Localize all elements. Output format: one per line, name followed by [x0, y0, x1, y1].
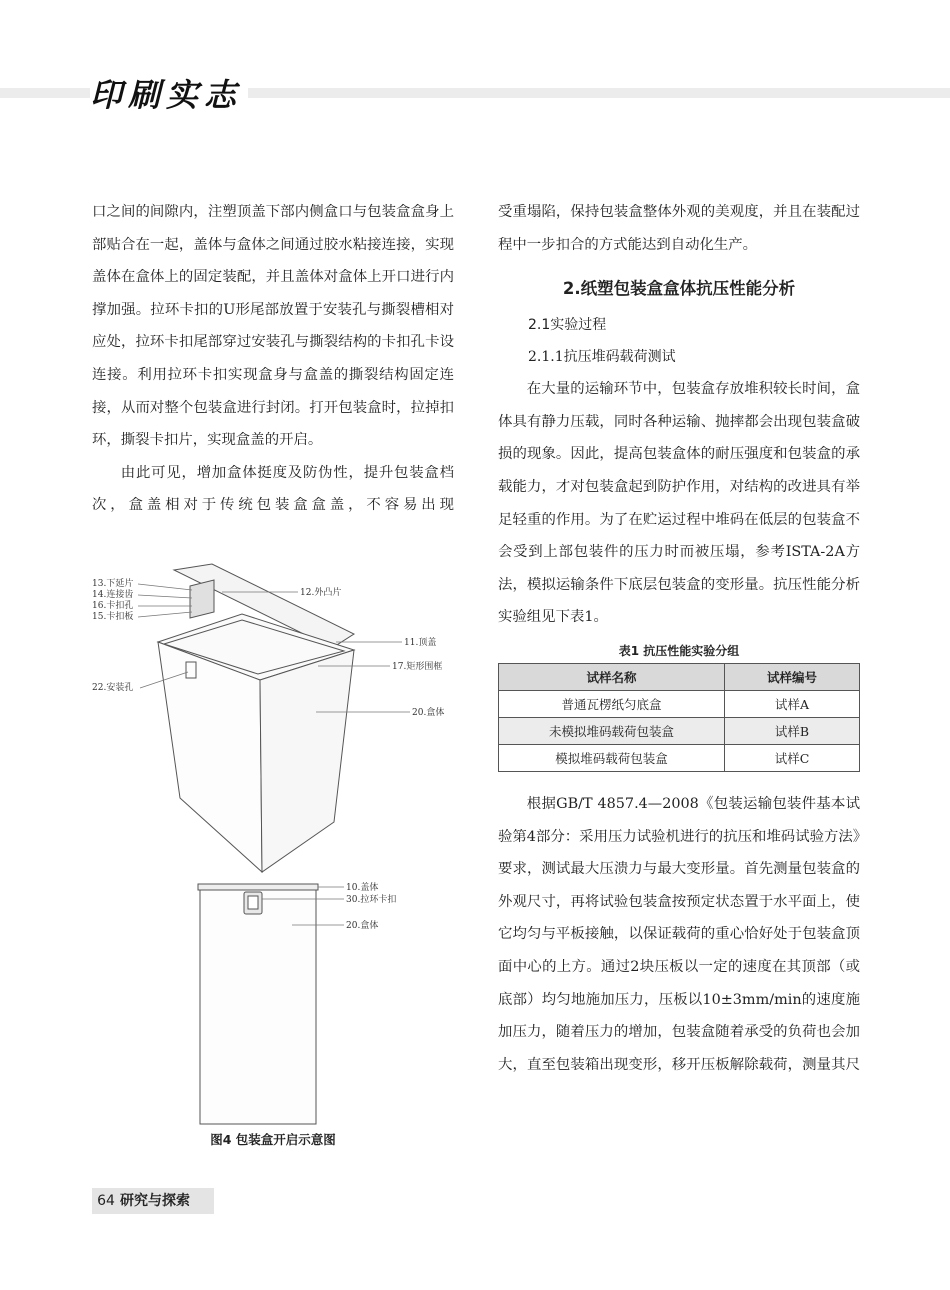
table-cell: 试样A: [725, 690, 860, 717]
subsubsection-heading: 2.1.1抗压堆码载荷测试: [528, 349, 676, 366]
label-30: 30.拉环卡扣: [346, 895, 397, 905]
body-paragraph: 在大量的运输环节中，包装盒存放堆积较长时间，盒体具有静力压载，同时各种运输、抛摔都会出现包装盒破损的现象。因此，提高包装盒体的耐压强度和包装盒的承载能力，才对包装盒起到防护作用，对结构的改进具有举足轻重的作用。为了在贮运过程中堆码在低层的包装盒不会受到上部包装件的压力时而被压塌，参考ISTA-2A方法，模拟运输条件下底层包装盒的变形量。抗压性能分析实验组见下表1。: [498, 381, 860, 626]
box-diagram: [92, 562, 454, 1142]
figure-caption: 图4 包装盒开启示意图: [210, 1132, 336, 1147]
label-11: 11.顶盖: [404, 638, 437, 648]
closed-lid-shape: [198, 884, 318, 890]
journal-logo: 印刷实志: [90, 70, 248, 116]
body-paragraph: 受重塌陷，保持包装盒整体外观的美观度，并且在装配过程中一步扣合的方式能达到自动化生产。: [498, 204, 860, 253]
label-15: 15.卡扣板: [92, 612, 134, 622]
right-column: [498, 196, 860, 1081]
page-number: 64: [97, 1193, 115, 1209]
label-10: 10.盖体: [346, 883, 379, 893]
subsection-heading: 2.1实验过程: [528, 317, 607, 334]
table-cell: 模拟堆码载荷包装盒: [499, 744, 725, 771]
body-paragraph: 口之间的间隙内，注塑顶盖下部内侧盒口与包装盒盒身上部贴合在一起，盖体与盒体之间通过胶水粘接连接，实现盖体在盒体上的固定装配，并且盖体对盒体上开口进行内撑加强。拉环卡扣的U形尾部放置于安装孔与撕裂槽相对应处，拉环卡扣尾部穿过安装孔与撕裂结构的卡扣孔卡设连接。利用拉环卡扣实现盒身与盒盖的撕裂结构固定连接，从而对整个包装盒进行封闭。打开包装盒时，拉掉扣环，撕裂卡扣片，实现盒盖的开启。: [92, 204, 454, 449]
table-row: [499, 690, 860, 717]
label-20-top: 20.盒体: [412, 708, 445, 718]
table-caption: 表1 抗压性能实验分组: [618, 643, 740, 658]
body-paragraph: 由此可见，增加盒体挺度及防伪性，提升包装盒档次，盒盖相对于传统包装盒盒盖，不容易出现: [92, 464, 454, 514]
table-row: [499, 717, 860, 744]
label-13: 13.下延片: [92, 579, 134, 589]
experiment-group-table: [498, 663, 860, 772]
page-footer: [92, 1188, 214, 1214]
table-cell: 试样C: [725, 744, 860, 771]
body-right-face: [260, 650, 354, 872]
footer-section-name: 研究与探索: [120, 1193, 190, 1209]
table-header-row: [499, 663, 860, 690]
label-16: 16.卡扣孔: [92, 601, 134, 611]
table-cell: 未模拟堆码载荷包装盒: [499, 717, 725, 744]
table-header-cell: 试样编号: [725, 663, 860, 690]
label-22: 22.安装孔: [92, 683, 134, 693]
left-column: [92, 196, 454, 522]
pull-ring-inner-shape: [248, 896, 258, 909]
label-14: 14.连接齿: [92, 590, 134, 600]
label-20-bottom: 20.盒体: [346, 921, 379, 931]
body-paragraph: 根据GB/T 4857.4—2008《包装运输包装件基本试验第4部分：采用压力试验机进行的抗压和堆码试验方法》要求，测试最大压溃力与最大变形量。首先测量包装盒的外观尺寸，再将试验包装盒按预定状态置于水平面上，使它均匀与平板接触，以保证载荷的重心恰好处于包装盒顶面中心的上方。通过2块压板以一定的速度在其顶部（或底部）均匀地施加压力，压板以10±3mm/min的速度施加压力，随着压力的增加，包装盒随着承受的负荷也会加大，直至包装箱出现变形，移开压板解除载荷，测量其尺: [498, 795, 860, 1073]
table-header-cell: 试样名称: [499, 663, 725, 690]
label-17: 17.矩形围框: [392, 662, 443, 672]
label-12: 12.外凸片: [300, 588, 342, 598]
table-cell: 普通瓦楞纸匀底盒: [499, 690, 725, 717]
table-row: [499, 744, 860, 771]
table-cell: 试样B: [725, 717, 860, 744]
figure-packaging-box: [92, 562, 454, 1142]
section-heading: 2.纸塑包装盒盒体抗压性能分析: [562, 279, 796, 299]
flap-shape: [190, 580, 214, 618]
